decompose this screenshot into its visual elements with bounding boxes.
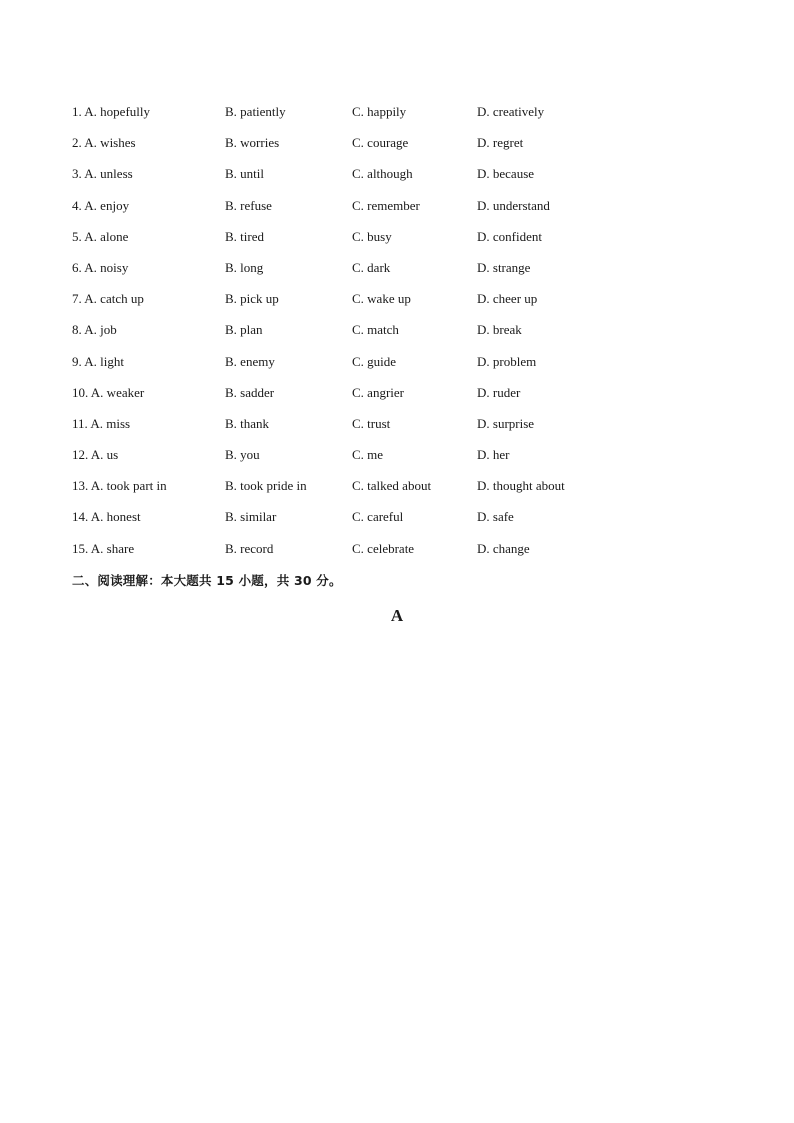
question-row xyxy=(72,477,632,508)
option-a: 9. A. light xyxy=(72,353,125,369)
option-a: 3. A. unless xyxy=(72,166,133,182)
option-a: 2. A. wishes xyxy=(72,135,136,151)
option-d: D. ruder xyxy=(477,384,521,400)
option-b: B. enemy xyxy=(225,353,275,369)
question-row xyxy=(72,103,632,134)
question-row xyxy=(72,197,632,228)
option-a: 15. A. share xyxy=(72,540,135,556)
question-row xyxy=(72,384,632,415)
option-d: D. surprise xyxy=(477,415,535,431)
question-row xyxy=(72,446,632,477)
option-d: D. safe xyxy=(477,509,514,525)
option-b: B. thank xyxy=(225,415,270,431)
option-b: B. patiently xyxy=(225,104,286,119)
question-row xyxy=(72,508,632,539)
question-row xyxy=(72,165,632,196)
cloze-options-list xyxy=(72,103,632,571)
option-b: B. until xyxy=(225,166,265,182)
option-d: D. cheer up xyxy=(477,291,538,307)
question-row xyxy=(72,353,632,384)
option-d: D. confident xyxy=(477,228,542,244)
question-row xyxy=(72,228,632,259)
option-d: D. regret xyxy=(477,135,524,151)
option-a: 6. A. noisy xyxy=(72,259,129,275)
option-d: D. her xyxy=(477,447,510,463)
option-c: C. guide xyxy=(352,353,397,369)
option-a: 5. A. alone xyxy=(72,228,129,244)
option-c: C. trust xyxy=(352,415,391,431)
option-c: C. me xyxy=(352,447,384,463)
option-d: D. change xyxy=(477,540,530,556)
option-c: C. although xyxy=(352,166,413,182)
option-c: C. careful xyxy=(352,509,404,525)
option-a: 10. A. weaker xyxy=(72,384,145,400)
option-a: 4. A. enjoy xyxy=(72,197,130,213)
option-b: B. took pride in xyxy=(225,478,307,494)
question-row xyxy=(72,321,632,352)
option-d: D. understand xyxy=(477,197,550,213)
option-b: B. pick up xyxy=(225,291,279,307)
option-b: B. sadder xyxy=(225,384,275,400)
question-row xyxy=(72,290,632,321)
option-a: 12. A. us xyxy=(72,447,119,463)
option-a: 14. A. honest xyxy=(72,509,141,525)
option-b: B. tired xyxy=(225,228,264,244)
option-b: B. plan xyxy=(225,322,263,338)
option-a: 8. A. job xyxy=(72,322,117,338)
option-c: C. remember xyxy=(352,197,420,213)
option-b: B. you xyxy=(225,447,260,463)
passage-label: A xyxy=(390,606,404,625)
option-a: 1. A. hopefully xyxy=(72,104,151,119)
option-b: B. refuse xyxy=(225,197,272,213)
option-d: D. creatively xyxy=(477,104,545,119)
option-c: C. match xyxy=(352,322,399,338)
question-row xyxy=(72,259,632,290)
option-a: 7. A. catch up xyxy=(72,291,144,307)
option-c: C. celebrate xyxy=(352,540,415,556)
question-row xyxy=(72,415,632,446)
option-d: D. break xyxy=(477,322,522,338)
option-b: B. worries xyxy=(225,135,280,151)
option-a: 11. A. miss xyxy=(72,415,131,431)
option-d: D. thought about xyxy=(477,478,565,494)
option-c: C. courage xyxy=(352,135,409,151)
option-b: B. similar xyxy=(225,509,277,525)
question-row xyxy=(72,540,632,571)
option-b: B. record xyxy=(225,540,274,556)
option-a: 13. A. took part in xyxy=(72,478,167,494)
section-heading: 二、阅读理解：本大题共 15 小题，共 30 分。 xyxy=(72,573,342,588)
option-d: D. strange xyxy=(477,259,531,275)
option-c: C. dark xyxy=(352,259,391,275)
option-d: D. because xyxy=(477,166,535,182)
question-row xyxy=(72,134,632,165)
option-c: C. busy xyxy=(352,228,392,244)
option-c: C. angrier xyxy=(352,384,404,400)
option-c: C. happily xyxy=(352,104,407,119)
option-b: B. long xyxy=(225,259,264,275)
option-c: C. wake up xyxy=(352,291,411,307)
option-d: D. problem xyxy=(477,353,537,369)
option-c: C. talked about xyxy=(352,478,432,494)
